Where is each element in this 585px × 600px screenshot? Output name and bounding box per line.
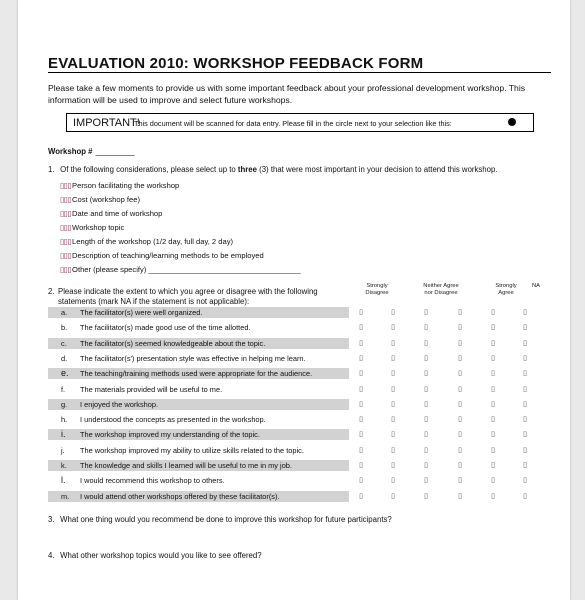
- table-row: [48, 399, 349, 410]
- question-number: 4.: [48, 551, 55, 560]
- row-statement: The facilitator(s) were well organized.: [80, 308, 203, 317]
- response-circle-icon[interactable]: ▯: [491, 324, 495, 332]
- response-circle-icon[interactable]: ▯: [424, 400, 428, 408]
- option-label: Workshop topic: [72, 223, 125, 232]
- response-circle-icon[interactable]: ▯: [523, 354, 527, 362]
- response-circle-icon[interactable]: ▯: [523, 431, 527, 439]
- header-line: Strongly: [495, 283, 517, 289]
- table-row: [48, 338, 349, 349]
- row-statement: I understood the concepts as presented in the workshop.: [80, 415, 266, 425]
- response-circle-icon[interactable]: ▯: [359, 400, 363, 408]
- response-circle-icon[interactable]: ▯: [391, 370, 395, 378]
- response-circle-icon[interactable]: ▯: [491, 492, 495, 500]
- row-letter: f.: [61, 384, 66, 394]
- table-row: [48, 414, 349, 425]
- table-row: [48, 353, 349, 364]
- response-circle-icon[interactable]: ▯: [359, 354, 363, 362]
- response-circle-icon[interactable]: ▯: [491, 431, 495, 439]
- row-letter: e.: [61, 368, 69, 379]
- row-letter: a.: [61, 308, 68, 317]
- row-statement: The knowledge and skills I learned will be useful to me in my job.: [80, 461, 292, 470]
- q4-text: What other workshop topics would you like to see offered?: [60, 551, 262, 560]
- response-circle-icon[interactable]: ▯: [359, 339, 363, 347]
- important-label: IMPORTANT!: [73, 117, 140, 129]
- response-circle-icon[interactable]: ▯: [523, 309, 527, 316]
- response-circle-icon[interactable]: ▯: [391, 446, 395, 454]
- response-circle-icon[interactable]: ▯: [523, 370, 527, 378]
- response-circle-icon[interactable]: ▯: [458, 309, 462, 316]
- question-number: 2.: [48, 287, 55, 296]
- header-strongly-agree: [488, 283, 524, 297]
- row-statement: I would recommend this workshop to others.: [80, 476, 225, 486]
- workshop-label: Workshop #: [48, 147, 93, 156]
- response-circle-icon[interactable]: ▯: [491, 462, 495, 469]
- response-circle-icon[interactable]: ▯: [391, 309, 395, 316]
- q1-option[interactable]: [60, 250, 264, 261]
- response-circle-icon[interactable]: ▯: [424, 324, 428, 332]
- header-strongly-disagree: [359, 283, 395, 297]
- response-circle-icon[interactable]: ▯: [391, 385, 395, 393]
- response-circle-icon[interactable]: ▯: [491, 477, 495, 485]
- row-letter: j.: [61, 445, 65, 455]
- response-circle-icon[interactable]: ▯: [523, 339, 527, 347]
- question-1: [48, 165, 497, 175]
- q1-text-bold: three: [237, 165, 257, 174]
- response-circle-icon[interactable]: ▯: [391, 477, 395, 485]
- document-page: [18, 0, 570, 600]
- workshop-blank[interactable]: _________: [95, 147, 135, 156]
- important-text: This document will be scanned for data entry. Please fill in the circle next to your selection like this:: [134, 119, 452, 128]
- response-circle-icon[interactable]: ▯: [458, 446, 462, 454]
- response-circle-icon[interactable]: ▯: [424, 385, 428, 393]
- response-circle-icon[interactable]: ▯: [491, 339, 495, 347]
- option-label: Length of the workshop (1/2 day, full day, 2 day): [72, 237, 234, 246]
- q1-option[interactable]: [60, 222, 124, 233]
- row-statement: The facilitator(s') presentation style was effective in helping me learn.: [80, 353, 306, 363]
- table-row: [48, 429, 349, 440]
- form-title: EVALUATION 2010: WORKSHOP FEEDBACK FORM: [48, 55, 424, 72]
- row-letter: h.: [61, 415, 68, 425]
- response-circle-icon[interactable]: ▯: [424, 462, 428, 469]
- response-circle-icon[interactable]: ▯: [458, 324, 462, 332]
- response-circle-icon[interactable]: ▯: [523, 416, 527, 424]
- response-circle-icon[interactable]: ▯: [458, 416, 462, 424]
- response-circle-icon[interactable]: ▯: [491, 309, 495, 316]
- response-circle-icon[interactable]: ▯: [491, 400, 495, 408]
- response-circle-icon[interactable]: ▯: [491, 385, 495, 393]
- response-circle-icon[interactable]: ▯: [359, 446, 363, 454]
- checkbox-icon[interactable]: ▯▯▯: [60, 209, 72, 218]
- row-letter: k.: [61, 461, 67, 470]
- response-circle-icon[interactable]: ▯: [424, 370, 428, 378]
- table-row: [48, 475, 349, 486]
- response-circle-icon[interactable]: ▯: [424, 339, 428, 347]
- response-circle-icon[interactable]: ▯: [491, 370, 495, 378]
- header-line: Disagree: [365, 290, 389, 296]
- response-circle-icon[interactable]: ▯: [523, 446, 527, 454]
- response-circle-icon[interactable]: ▯: [424, 416, 428, 424]
- row-statement: The workshop improved my ability to utilize skills related to the topic.: [80, 445, 304, 455]
- response-circle-icon[interactable]: ▯: [523, 462, 527, 469]
- header-line: nor Disagree: [424, 290, 458, 296]
- question-2: [48, 287, 348, 307]
- question-number: 1.: [48, 165, 55, 174]
- response-circle-icon[interactable]: ▯: [491, 416, 495, 424]
- response-circle-icon[interactable]: ▯: [359, 492, 363, 500]
- row-statement: I would attend other workshops offered by these facilitator(s).: [80, 491, 280, 501]
- row-letter: i.: [61, 429, 66, 440]
- response-circle-icon[interactable]: ▯: [458, 354, 462, 362]
- header-line: NA: [531, 283, 541, 289]
- response-circle-icon[interactable]: ▯: [424, 446, 428, 454]
- question-number: 3.: [48, 515, 55, 524]
- option-label: Description of teaching/learning methods to be employed: [72, 251, 264, 260]
- row-statement: The facilitator(s) seemed knowledgeable about the topic.: [80, 338, 266, 348]
- response-circle-icon[interactable]: ▯: [458, 370, 462, 378]
- response-circle-icon[interactable]: ▯: [424, 354, 428, 362]
- response-circle-icon[interactable]: ▯: [424, 431, 428, 439]
- response-circle-icon[interactable]: ▯: [424, 477, 428, 485]
- response-circle-icon[interactable]: ▯: [391, 416, 395, 424]
- table-row: [48, 445, 349, 456]
- response-circle-icon[interactable]: ▯: [391, 339, 395, 347]
- q3-text: What one thing would you recommend be done to improve this workshop for future participants?: [60, 515, 392, 524]
- response-circle-icon[interactable]: ▯: [523, 477, 527, 485]
- table-row: [48, 368, 349, 379]
- response-circle-icon[interactable]: ▯: [359, 324, 363, 332]
- row-letter: m.: [61, 491, 70, 501]
- response-circle-icon[interactable]: ▯: [359, 370, 363, 378]
- q2-text-line-2: statements (mark NA if the statement is not applicable):: [58, 297, 250, 306]
- response-circle-icon[interactable]: ▯: [359, 309, 363, 316]
- response-circle-icon[interactable]: ▯: [458, 492, 462, 500]
- response-circle-icon[interactable]: ▯: [523, 492, 527, 500]
- response-circle-icon[interactable]: ▯: [359, 477, 363, 485]
- question-3: [48, 515, 392, 525]
- header-na: [529, 283, 543, 290]
- option-label: Date and time of workshop: [72, 209, 163, 218]
- response-circle-icon[interactable]: ▯: [458, 431, 462, 439]
- header-neither: [416, 283, 466, 297]
- response-circle-icon[interactable]: ▯: [523, 324, 527, 332]
- q1-option[interactable]: [60, 264, 300, 275]
- response-circle-icon[interactable]: ▯: [458, 462, 462, 469]
- response-circle-icon[interactable]: ▯: [391, 431, 395, 439]
- intro-line-2: information will be used to improve and select future workshops.: [48, 95, 293, 105]
- checkbox-icon[interactable]: ▯▯▯: [60, 251, 72, 260]
- option-label: Cost (workshop fee): [72, 195, 140, 204]
- option-label: Person facilitating the workshop: [72, 181, 180, 190]
- option-label: Other (please specify) ____________________________________: [72, 265, 301, 274]
- response-circle-icon[interactable]: ▯: [458, 477, 462, 485]
- q1-option[interactable]: [60, 236, 233, 247]
- row-letter: c.: [61, 338, 67, 348]
- checkbox-icon[interactable]: ▯▯▯: [60, 237, 72, 246]
- table-row: [48, 491, 349, 502]
- title-underline: [48, 72, 551, 73]
- header-line: Neither Agree: [423, 283, 459, 289]
- table-row: [48, 307, 349, 318]
- response-circle-icon[interactable]: ▯: [359, 416, 363, 424]
- q1-text-post: (3) that were most important in your decision to attend this workshop.: [256, 165, 498, 174]
- header-line: Strongly: [366, 283, 388, 289]
- intro-paragraph: [48, 82, 556, 106]
- workshop-number-field[interactable]: [48, 147, 135, 156]
- q1-option[interactable]: [60, 180, 179, 191]
- row-statement: The workshop improved my understanding of the topic.: [80, 430, 260, 440]
- response-circle-icon[interactable]: ▯: [424, 492, 428, 500]
- response-circle-icon[interactable]: ▯: [458, 339, 462, 347]
- checkbox-icon[interactable]: ▯▯▯: [60, 265, 72, 274]
- response-circle-icon[interactable]: ▯: [359, 431, 363, 439]
- row-statement: I enjoyed the workshop.: [80, 399, 159, 409]
- filled-circle-example-icon: [508, 118, 516, 126]
- response-circle-icon[interactable]: ▯: [359, 462, 363, 469]
- row-letter: l.: [61, 475, 66, 486]
- header-line: Agree: [498, 290, 514, 296]
- row-statement: The teaching/training methods used were appropriate for the audience.: [80, 369, 313, 379]
- q1-text-pre: Of the following considerations, please select up to: [60, 165, 238, 174]
- response-circle-icon[interactable]: ▯: [523, 385, 527, 393]
- response-circle-icon[interactable]: ▯: [391, 462, 395, 469]
- row-letter: g.: [61, 399, 68, 409]
- response-circle-icon[interactable]: ▯: [391, 354, 395, 362]
- response-circle-icon[interactable]: ▯: [359, 385, 363, 393]
- question-4: [48, 551, 262, 561]
- intro-line-1: Please take a few moments to provide us with some important feedback about your professional development workshop. This: [48, 83, 526, 93]
- q1-option[interactable]: [60, 194, 140, 205]
- table-row: [48, 460, 349, 471]
- response-circle-icon[interactable]: ▯: [523, 400, 527, 408]
- q1-option[interactable]: [60, 208, 162, 219]
- response-circle-icon[interactable]: ▯: [491, 446, 495, 454]
- table-row: [48, 322, 349, 333]
- response-circle-icon[interactable]: ▯: [458, 385, 462, 393]
- important-notice-box: [66, 113, 534, 132]
- response-circle-icon[interactable]: ▯: [424, 309, 428, 316]
- checkbox-icon[interactable]: ▯▯▯: [60, 195, 72, 204]
- row-letter: b.: [61, 323, 68, 333]
- response-circle-icon[interactable]: ▯: [391, 324, 395, 332]
- row-statement: The facilitator(s) made good use of the time allotted.: [80, 323, 251, 333]
- checkbox-icon[interactable]: ▯▯▯: [60, 223, 72, 232]
- row-letter: d.: [61, 353, 68, 363]
- response-circle-icon[interactable]: ▯: [458, 400, 462, 408]
- response-circle-icon[interactable]: ▯: [391, 400, 395, 408]
- table-row: [48, 384, 349, 395]
- response-circle-icon[interactable]: ▯: [391, 492, 395, 500]
- checkbox-icon[interactable]: ▯▯▯: [60, 181, 72, 190]
- row-statement: The materials provided will be useful to me.: [80, 384, 223, 394]
- q2-text-line-1: Please indicate the extent to which you agree or disagree with the following: [58, 287, 318, 296]
- response-circle-icon[interactable]: ▯: [491, 354, 495, 362]
